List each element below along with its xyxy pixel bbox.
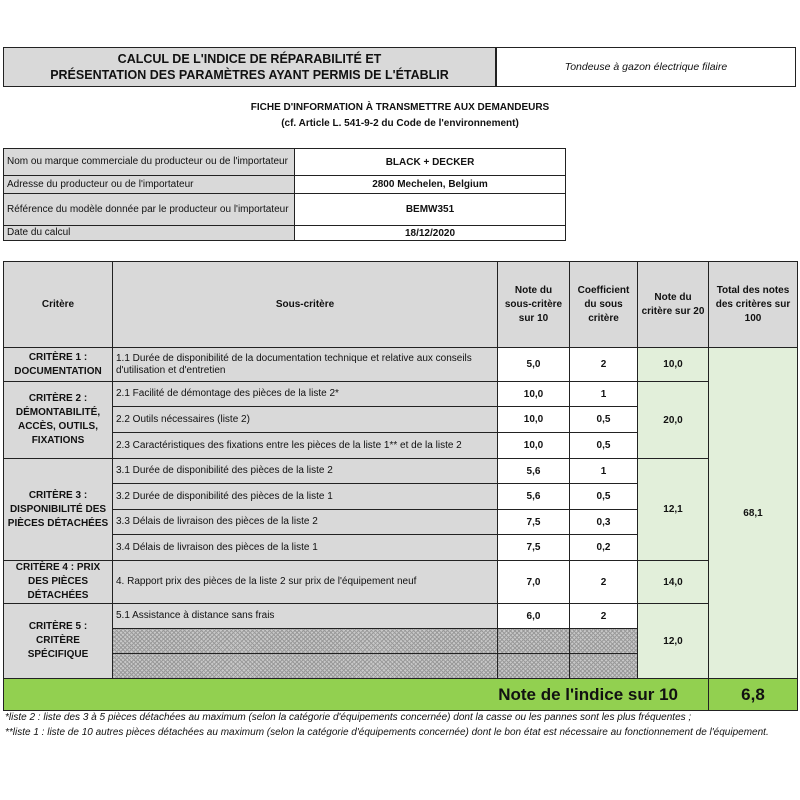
criterion-3: CRITÈRE 3 : DISPONIBILITÉ DES PIÈCES DÉTACHÉES [4,459,113,561]
info-row-model [4,194,566,226]
score20-3: 12,1 [638,459,709,561]
page-title [3,47,496,87]
final-score-row [4,679,798,711]
criterion-1: CRITÈRE 1 : DOCUMENTATION [4,348,113,382]
hatched-cell [498,629,570,654]
info-value: BLACK + DECKER [295,149,566,176]
sub-criterion-1-1: 1.1 Durée de disponibilité de la documentation technique et relative aux conseils d'utilisation et d'entretien [113,348,498,382]
table-row [4,604,798,629]
note-1-1: 5,0 [498,348,570,382]
score20-4: 14,0 [638,561,709,604]
note-2-3: 10,0 [498,433,570,459]
info-value: 18/12/2020 [295,226,566,241]
info-row-date [4,226,566,241]
hatched-cell [498,654,570,679]
info-row-address [4,176,566,194]
note-3-1: 5,6 [498,459,570,484]
sub-criterion-3-1: 3.1 Durée de disponibilité des pièces de la liste 2 [113,459,498,484]
note-3-3: 7,5 [498,510,570,535]
sub-criterion-3-4: 3.4 Délais de livraison des pièces de la liste 1 [113,535,498,561]
info-label: Date du calcul [4,226,295,241]
total-score: 68,1 [709,348,798,679]
sub-criterion-2-3: 2.3 Caractéristiques des fixations entre les pièces de la liste 1** et de la liste 2 [113,433,498,459]
coef-5-1: 2 [570,604,638,629]
score20-1: 10,0 [638,348,709,382]
header-note20: Note du critère sur 20 [638,262,709,348]
header-note: Note du sous-critère sur 10 [498,262,570,348]
sub-criterion-3-3: 3.3 Délais de livraison des pièces de la liste 2 [113,510,498,535]
product-type: Tondeuse à gazon électrique filaire [496,47,796,87]
table-header-row [4,262,798,348]
sub-criterion-5-1: 5.1 Assistance à distance sans frais [113,604,498,629]
note-3-2: 5,6 [498,484,570,510]
coef-3-1: 1 [570,459,638,484]
coef-2-2: 0,5 [570,407,638,433]
criterion-2: CRITÈRE 2 : DÉMONTABILITÉ, ACCÈS, OUTILS, FIXATIONS [4,382,113,459]
info-value: 2800 Mechelen, Belgium [295,176,566,194]
sub-criterion-3-2: 3.2 Durée de disponibilité des pièces de la liste 1 [113,484,498,510]
title-line-2: PRÉSENTATION DES PARAMÈTRES AYANT PERMIS DE L'ÉTABLIR [50,68,449,82]
coef-3-4: 0,2 [570,535,638,561]
info-row-brand [4,149,566,176]
note-5-1: 6,0 [498,604,570,629]
criterion-4: CRITÈRE 4 : PRIX DES PIÈCES DÉTACHÉES [4,561,113,604]
coef-4: 2 [570,561,638,604]
info-label: Nom ou marque commerciale du producteur ou de l'importateur [4,149,295,176]
info-label: Référence du modèle donnée par le producteur ou l'importateur [4,194,295,226]
sub-criterion-2-2: 2.2 Outils nécessaires (liste 2) [113,407,498,433]
coef-1-1: 2 [570,348,638,382]
fiche-reference: (cf. Article L. 541-9-2 du Code de l'environnement) [281,118,519,129]
repairability-table [3,261,798,711]
sub-criterion-2-1: 2.1 Facilité de démontage des pièces de la liste 2* [113,382,498,407]
fiche-title: FICHE D'INFORMATION À TRANSMETTRE AUX DEMANDEURS [250,102,550,113]
table-row [4,561,798,604]
header-sous-critere: Sous-critère [113,262,498,348]
final-score-label: Note de l'indice sur 10 [4,679,709,711]
coef-3-3: 0,3 [570,510,638,535]
criterion-5: CRITÈRE 5 : CRITÈRE SPÉCIFIQUE [4,604,113,679]
score20-5: 12,0 [638,604,709,679]
footnote-liste-2: *liste 2 : liste des 3 à 5 pièces détachées au maximum (selon la catégorie d'équipements concernée) dont la casse ou les pannes sont les plus fréquentes ; [5,712,692,723]
header-total: Total des notes des critères sur 100 [709,262,798,348]
note-2-1: 10,0 [498,382,570,407]
producer-info-table [3,148,566,241]
header-critere: Critère [4,262,113,348]
note-3-4: 7,5 [498,535,570,561]
table-row [4,382,798,407]
final-score-value: 6,8 [709,679,798,711]
info-value: BEMW351 [295,194,566,226]
coef-3-2: 0,5 [570,484,638,510]
sub-criterion-4: 4. Rapport prix des pièces de la liste 2 sur prix de l'équipement neuf [113,561,498,604]
hatched-cell [113,654,498,679]
title-line-1: CALCUL DE L'INDICE DE RÉPARABILITÉ ET [117,52,382,66]
table-row [4,348,798,382]
hatched-cell [113,629,498,654]
table-row [4,459,798,484]
note-4: 7,0 [498,561,570,604]
footnote-liste-1: **liste 1 : liste de 10 autres pièces détachées au maximum (selon la catégorie d'équipements concernée) dont le bon état est nécessaire au fonctionnement de l'équipement. [5,727,769,738]
hatched-cell [570,629,638,654]
note-2-2: 10,0 [498,407,570,433]
header-coef: Coefficient du sous critère [570,262,638,348]
hatched-cell [570,654,638,679]
coef-2-1: 1 [570,382,638,407]
coef-2-3: 0,5 [570,433,638,459]
score20-2: 20,0 [638,382,709,459]
info-label: Adresse du producteur ou de l'importateur [4,176,295,194]
